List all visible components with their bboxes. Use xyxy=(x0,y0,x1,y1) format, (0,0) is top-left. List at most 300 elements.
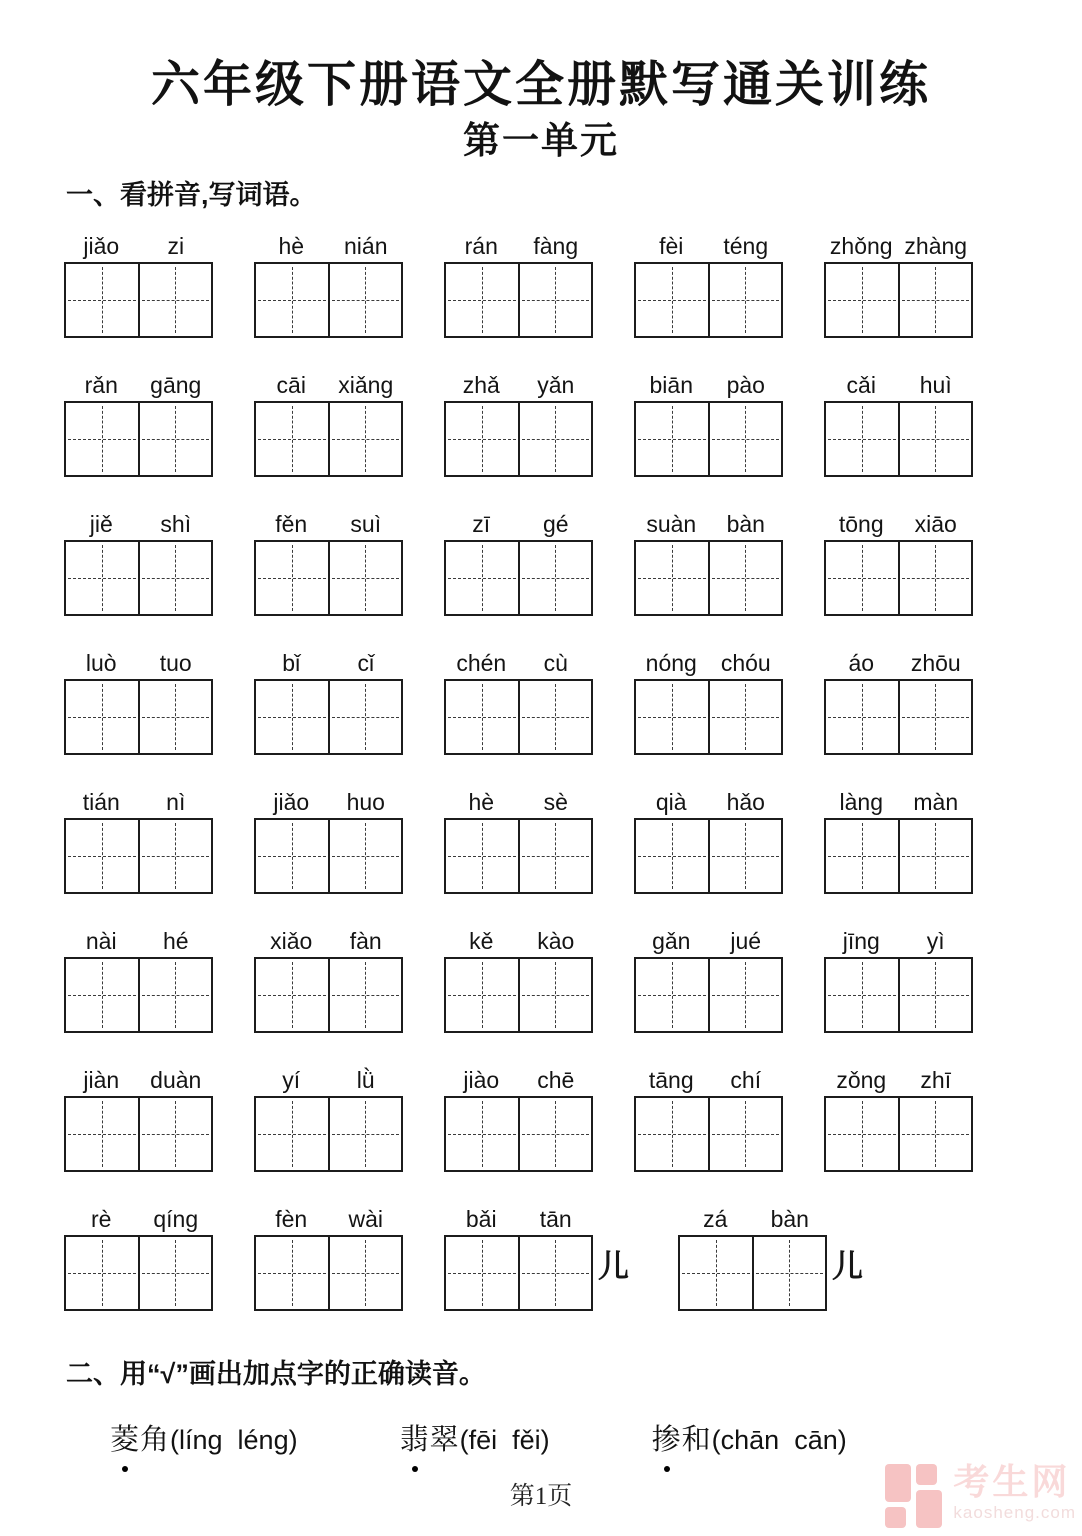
pinyin-label xyxy=(64,226,213,262)
pinyin-syllable: suì xyxy=(350,511,382,537)
section1-heading: 一、看拼音,写词语。 xyxy=(66,180,317,210)
pinyin-syllable: zá xyxy=(703,1206,728,1232)
pinyin-syllable: tōng xyxy=(838,511,884,537)
pinyin-syllable: gāng xyxy=(150,372,202,398)
word-item xyxy=(254,226,403,338)
grid-cell xyxy=(66,1237,138,1309)
pinyin-syllable: tuo xyxy=(159,650,192,676)
pinyin-syllable: zhàng xyxy=(904,233,968,259)
pinyin-label xyxy=(444,1060,593,1096)
writing-grid-box xyxy=(444,679,593,755)
pinyin-syllable: jiàn xyxy=(83,1067,120,1093)
pinyin-syllable: zhǒng xyxy=(829,233,893,259)
word-item xyxy=(444,1199,629,1311)
pinyin-label xyxy=(824,921,973,957)
grid-cell xyxy=(446,542,518,614)
grid-cell xyxy=(66,1098,138,1170)
grid-cell xyxy=(898,681,972,753)
grid-cell xyxy=(446,403,518,475)
word-item xyxy=(444,921,593,1033)
word-item xyxy=(824,504,973,616)
pinyin-syllable: shì xyxy=(160,511,192,537)
pinyin-label xyxy=(254,1060,403,1096)
word-item xyxy=(254,504,403,616)
pinyin-syllable: cù xyxy=(543,650,568,676)
pinyin-syllable: lǜ xyxy=(356,1067,375,1093)
pinyin-syllable: làng xyxy=(839,789,883,815)
word-item xyxy=(634,504,783,616)
pinyin-label xyxy=(824,643,973,679)
pinyin-syllable: bàn xyxy=(770,1206,809,1232)
word-item xyxy=(444,643,593,755)
word-item xyxy=(254,921,403,1033)
grid-cell xyxy=(826,264,898,336)
grid-cell xyxy=(328,542,402,614)
pinyin-syllable: fàn xyxy=(349,928,382,954)
word-item xyxy=(64,643,213,755)
pinyin-label xyxy=(254,504,403,540)
pinyin-syllable: nóng xyxy=(645,650,697,676)
grid-cell xyxy=(636,403,708,475)
writing-grid-box xyxy=(254,262,403,338)
writing-grid-box xyxy=(254,1096,403,1172)
pinyin-label xyxy=(254,365,403,401)
pinyin-word-row xyxy=(64,1060,1082,1172)
word-item xyxy=(64,226,213,338)
pinyin-word-row xyxy=(64,643,1082,755)
grid-cell xyxy=(636,681,708,753)
pinyin-syllable: hǎo xyxy=(726,789,765,815)
pronunciation-item xyxy=(400,1417,550,1474)
pinyin-label xyxy=(64,921,213,957)
emphasis-dot xyxy=(412,1466,418,1472)
writing-grid-box xyxy=(444,401,593,477)
writing-grid-box xyxy=(254,1235,403,1311)
word-item xyxy=(64,504,213,616)
pinyin-label xyxy=(64,365,213,401)
watermark-site-url: kaosheng.com xyxy=(953,1503,1076,1522)
pinyin-syllable: bǐ xyxy=(282,650,301,676)
writing-grid-box xyxy=(444,1096,593,1172)
word-item xyxy=(64,365,213,477)
word-item xyxy=(824,365,973,477)
pinyin-label xyxy=(444,643,593,679)
grid-cell xyxy=(826,959,898,1031)
pinyin-label xyxy=(634,226,783,262)
grid-cell xyxy=(518,264,592,336)
pinyin-label xyxy=(64,782,213,818)
writing-grid-box xyxy=(634,540,783,616)
grid-cell xyxy=(138,959,212,1031)
page-number: 第1页 xyxy=(509,1483,573,1510)
pinyin-label xyxy=(634,782,783,818)
pinyin-syllable: rán xyxy=(464,233,498,259)
pinyin-syllable: jiào xyxy=(463,1067,500,1093)
grid-cell xyxy=(898,542,972,614)
writing-grid-box xyxy=(64,1235,213,1311)
writing-grid-box xyxy=(64,262,213,338)
grid-cell xyxy=(898,820,972,892)
pronunciation-options: (fēi fěi) xyxy=(459,1425,550,1455)
pinyin-syllable: rǎn xyxy=(84,372,118,398)
word-item xyxy=(824,782,973,894)
word-item xyxy=(254,365,403,477)
pinyin-syllable: jiě xyxy=(89,511,113,537)
grid-cell xyxy=(708,681,782,753)
pinyin-syllable: chē xyxy=(537,1067,575,1093)
pinyin-syllable: áo xyxy=(848,650,875,676)
pinyin-label xyxy=(824,1060,973,1096)
kaosheng-logo-icon xyxy=(885,1464,945,1528)
writing-grid-box xyxy=(64,1096,213,1172)
grid-cell xyxy=(708,820,782,892)
pinyin-label xyxy=(678,1199,827,1235)
pinyin-syllable: huo xyxy=(346,789,385,815)
pinyin-syllable: rè xyxy=(91,1206,112,1232)
writing-grid-box xyxy=(634,1096,783,1172)
grid-cell xyxy=(708,1098,782,1170)
grid-cell xyxy=(898,1098,972,1170)
grid-cell xyxy=(636,959,708,1031)
grid-cell xyxy=(256,403,328,475)
pinyin-syllable: nì xyxy=(166,789,186,815)
pinyin-syllable: nián xyxy=(344,233,388,259)
writing-grid-box xyxy=(634,401,783,477)
grid-cell xyxy=(708,542,782,614)
grid-cell xyxy=(328,1098,402,1170)
writing-grid-box xyxy=(254,818,403,894)
pinyin-label xyxy=(634,1060,783,1096)
pinyin-label xyxy=(824,365,973,401)
writing-grid-box xyxy=(64,540,213,616)
pinyin-syllable: bàn xyxy=(726,511,765,537)
word-item xyxy=(444,1060,593,1172)
pinyin-syllable: jiǎo xyxy=(83,233,120,259)
unit-subtitle: 第一单元 xyxy=(463,120,619,161)
pinyin-syllable: yì xyxy=(926,928,945,954)
word-item xyxy=(634,921,783,1033)
word-item xyxy=(444,504,593,616)
page-title: 六年级下册语文全册默写通关训练 xyxy=(150,58,931,112)
pinyin-label xyxy=(254,782,403,818)
grid-cell xyxy=(138,1098,212,1170)
pinyin-syllable: zhǎ xyxy=(462,372,500,398)
pinyin-syllable: zhī xyxy=(920,1067,952,1093)
pinyin-syllable: qià xyxy=(655,789,687,815)
pinyin-label xyxy=(824,226,973,262)
pinyin-syllable: téng xyxy=(723,233,769,259)
grid-cell xyxy=(138,542,212,614)
pinyin-grid-section xyxy=(0,226,1082,1311)
pinyin-label xyxy=(444,1199,593,1235)
pronunciation-options: (chān cān) xyxy=(711,1425,847,1455)
writing-grid-box xyxy=(254,540,403,616)
pinyin-word-row xyxy=(64,921,1082,1033)
word-item xyxy=(678,1199,863,1311)
grid-cell xyxy=(708,959,782,1031)
writing-grid-box xyxy=(824,1096,973,1172)
grid-cell xyxy=(328,403,402,475)
pinyin-syllable: tāng xyxy=(648,1067,694,1093)
pinyin-syllable: fěn xyxy=(275,511,308,537)
pronunciation-item xyxy=(652,1417,847,1474)
target-word: 翡翠 xyxy=(399,1424,460,1456)
grid-cell xyxy=(328,959,402,1031)
pinyin-label xyxy=(254,643,403,679)
pinyin-label xyxy=(64,504,213,540)
word-item xyxy=(64,921,213,1033)
watermark xyxy=(885,1461,1076,1528)
pinyin-syllable: yǎn xyxy=(537,372,575,398)
grid-cell xyxy=(636,1098,708,1170)
pinyin-label xyxy=(254,921,403,957)
pinyin-label xyxy=(254,1199,403,1235)
grid-cell xyxy=(138,681,212,753)
word-item xyxy=(64,1199,213,1311)
word-item xyxy=(254,1199,403,1311)
pinyin-syllable: màn xyxy=(913,789,959,815)
pinyin-syllable: qíng xyxy=(153,1206,199,1232)
pinyin-word-row xyxy=(64,1199,1082,1311)
grid-cell xyxy=(138,403,212,475)
pinyin-word-row xyxy=(64,782,1082,894)
pinyin-word-row xyxy=(64,504,1082,616)
grid-cell xyxy=(138,820,212,892)
word-item xyxy=(64,1060,213,1172)
grid-cell xyxy=(826,403,898,475)
pinyin-syllable: wài xyxy=(348,1206,383,1232)
writing-grid-box xyxy=(444,1235,593,1311)
word-item xyxy=(634,782,783,894)
grid-cell xyxy=(708,264,782,336)
writing-grid-box xyxy=(254,957,403,1033)
writing-grid-box xyxy=(824,679,973,755)
grid-cell xyxy=(446,681,518,753)
pinyin-syllable: fèn xyxy=(275,1206,308,1232)
grid-cell xyxy=(752,1237,826,1309)
pinyin-syllable: pào xyxy=(726,372,765,398)
pinyin-label xyxy=(64,1060,213,1096)
writing-grid-box xyxy=(634,818,783,894)
logo-block xyxy=(916,1464,937,1485)
pinyin-syllable: biān xyxy=(649,372,693,398)
pinyin-syllable: duàn xyxy=(150,1067,202,1093)
writing-grid-box xyxy=(634,957,783,1033)
pinyin-syllable: tān xyxy=(539,1206,572,1232)
word-item xyxy=(824,1060,973,1172)
word-item xyxy=(444,226,593,338)
logo-block xyxy=(885,1464,911,1502)
grid-cell xyxy=(138,264,212,336)
writing-grid-box xyxy=(64,679,213,755)
grid-cell xyxy=(636,264,708,336)
grid-cell xyxy=(256,959,328,1031)
grid-cell xyxy=(446,1237,518,1309)
grid-cell xyxy=(636,820,708,892)
grid-cell xyxy=(826,820,898,892)
pinyin-syllable: bǎi xyxy=(465,1206,497,1232)
pinyin-label xyxy=(64,643,213,679)
pinyin-syllable: chí xyxy=(730,1067,762,1093)
word-item xyxy=(254,643,403,755)
watermark-text xyxy=(953,1461,1076,1522)
pinyin-syllable: zhōu xyxy=(910,650,961,676)
pinyin-syllable: xiāo xyxy=(914,511,957,537)
grid-cell xyxy=(898,264,972,336)
writing-grid-box xyxy=(824,818,973,894)
pinyin-label xyxy=(444,226,593,262)
pinyin-syllable: gǎn xyxy=(652,928,691,954)
writing-grid-box xyxy=(824,262,973,338)
pinyin-label xyxy=(634,643,783,679)
grid-cell xyxy=(138,1237,212,1309)
pinyin-syllable: fàng xyxy=(533,233,579,259)
watermark-site-name: 考生网 xyxy=(953,1461,1071,1502)
target-word: 菱角 xyxy=(110,1424,171,1456)
pinyin-label xyxy=(444,504,593,540)
writing-grid-box xyxy=(634,262,783,338)
grid-cell xyxy=(680,1237,752,1309)
grid-cell xyxy=(518,820,592,892)
grid-cell xyxy=(328,264,402,336)
pinyin-syllable: kě xyxy=(469,928,494,954)
grid-cell xyxy=(826,542,898,614)
pinyin-label xyxy=(824,782,973,818)
pinyin-syllable: zi xyxy=(167,233,185,259)
grid-cell xyxy=(66,542,138,614)
pinyin-syllable: gé xyxy=(542,511,569,537)
emphasis-dot xyxy=(122,1466,128,1472)
pinyin-syllable: tián xyxy=(82,789,120,815)
pinyin-syllable: kào xyxy=(537,928,575,954)
er-suffix: 儿 xyxy=(598,1249,629,1284)
writing-grid-box xyxy=(824,401,973,477)
grid-cell xyxy=(898,959,972,1031)
word-item xyxy=(444,365,593,477)
pinyin-label xyxy=(444,921,593,957)
logo-block xyxy=(885,1507,906,1528)
grid-cell xyxy=(66,820,138,892)
pinyin-syllable: jiǎo xyxy=(273,789,310,815)
grid-cell xyxy=(66,681,138,753)
grid-cell xyxy=(898,403,972,475)
emphasis-dot xyxy=(664,1466,670,1472)
pronunciation-options: (líng léng) xyxy=(170,1425,298,1455)
writing-grid-box xyxy=(444,818,593,894)
writing-grid-box xyxy=(824,540,973,616)
grid-cell xyxy=(826,681,898,753)
pinyin-syllable: xiǎo xyxy=(270,928,313,954)
pinyin-label xyxy=(444,365,593,401)
pinyin-syllable: hé xyxy=(162,928,189,954)
pinyin-word-row xyxy=(64,365,1082,477)
grid-cell xyxy=(256,681,328,753)
writing-grid-box xyxy=(444,262,593,338)
word-item xyxy=(824,643,973,755)
writing-grid-box xyxy=(64,401,213,477)
er-suffix: 儿 xyxy=(832,1249,863,1284)
pinyin-label xyxy=(634,365,783,401)
pinyin-label xyxy=(824,504,973,540)
pinyin-syllable: nài xyxy=(85,928,117,954)
pinyin-syllable: xiǎng xyxy=(338,372,394,398)
pinyin-syllable: jué xyxy=(730,928,762,954)
pinyin-syllable: luò xyxy=(85,650,117,676)
word-item xyxy=(634,365,783,477)
target-word: 掺和 xyxy=(651,1424,712,1456)
pinyin-label xyxy=(254,226,403,262)
pinyin-syllable: cǐ xyxy=(357,650,375,676)
pinyin-label xyxy=(634,504,783,540)
pinyin-syllable: chóu xyxy=(720,650,771,676)
writing-grid-box xyxy=(64,818,213,894)
writing-grid-box xyxy=(254,401,403,477)
pronunciation-item xyxy=(110,1417,298,1474)
grid-cell xyxy=(256,542,328,614)
word-item xyxy=(254,1060,403,1172)
pinyin-syllable: cǎi xyxy=(846,372,876,398)
grid-cell xyxy=(446,820,518,892)
pinyin-syllable: hè xyxy=(278,233,305,259)
pinyin-syllable: jīng xyxy=(842,928,880,954)
word-item xyxy=(254,782,403,894)
grid-cell xyxy=(256,1237,328,1309)
word-item xyxy=(634,226,783,338)
pinyin-word-row xyxy=(64,226,1082,338)
word-item xyxy=(634,643,783,755)
writing-grid-box xyxy=(254,679,403,755)
pinyin-label xyxy=(64,1199,213,1235)
grid-cell xyxy=(328,681,402,753)
grid-cell xyxy=(708,403,782,475)
pinyin-syllable: zī xyxy=(472,511,491,537)
pinyin-syllable: chén xyxy=(456,650,507,676)
grid-cell xyxy=(256,820,328,892)
writing-grid-box xyxy=(444,540,593,616)
word-item xyxy=(824,226,973,338)
pinyin-syllable: huì xyxy=(919,372,952,398)
grid-cell xyxy=(518,959,592,1031)
writing-grid-box xyxy=(824,957,973,1033)
grid-cell xyxy=(256,264,328,336)
pinyin-label xyxy=(444,782,593,818)
pinyin-syllable: zǒng xyxy=(836,1067,887,1093)
pinyin-syllable: hè xyxy=(468,789,495,815)
grid-cell xyxy=(328,820,402,892)
pinyin-syllable: suàn xyxy=(646,511,697,537)
grid-cell xyxy=(446,264,518,336)
word-item xyxy=(634,1060,783,1172)
word-item xyxy=(824,921,973,1033)
grid-cell xyxy=(66,959,138,1031)
grid-cell xyxy=(826,1098,898,1170)
pinyin-syllable: yí xyxy=(282,1067,301,1093)
grid-cell xyxy=(518,542,592,614)
writing-grid-box xyxy=(634,679,783,755)
word-item xyxy=(444,782,593,894)
grid-cell xyxy=(256,1098,328,1170)
grid-cell xyxy=(518,681,592,753)
grid-cell xyxy=(518,1237,592,1309)
logo-block xyxy=(916,1490,942,1528)
grid-cell xyxy=(66,403,138,475)
pinyin-syllable: fèi xyxy=(659,233,684,259)
grid-cell xyxy=(66,264,138,336)
word-item xyxy=(64,782,213,894)
writing-grid-box xyxy=(444,957,593,1033)
pinyin-syllable: sè xyxy=(543,789,568,815)
grid-cell xyxy=(446,1098,518,1170)
